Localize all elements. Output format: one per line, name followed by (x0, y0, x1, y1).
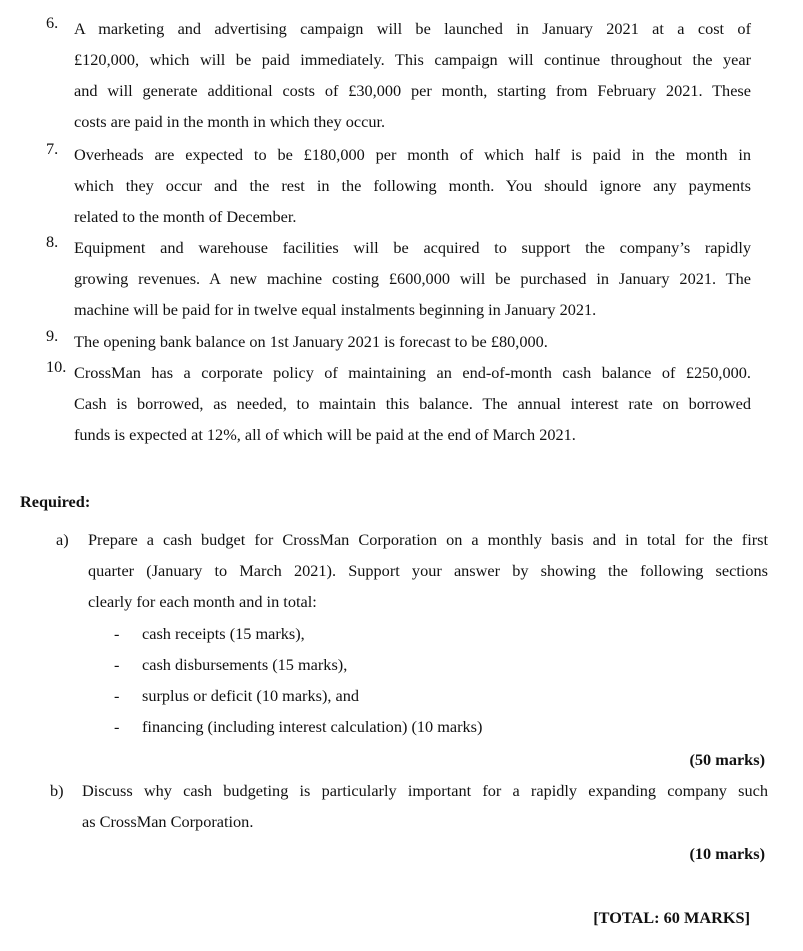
item-text-line: CrossMan has a corporate policy of maintaining an end-of-month cash balance of £250,000. (74, 363, 751, 382)
bullet-text: surplus or deficit (10 marks), and (142, 686, 360, 705)
bullet-item (114, 711, 482, 742)
part-b-label: b) (50, 781, 64, 800)
item-text-line: machine will be paid for in twelve equal instalments beginning in January 2021. (74, 300, 597, 319)
part-a-text-line: Prepare a cash budget for CrossMan Corporation on a monthly basis and in total for the first (88, 530, 768, 549)
item-text-line: which they occur and the rest in the following month. You should ignore any payments (74, 176, 751, 195)
required-heading: Required: (20, 492, 91, 511)
item-number: 7. (46, 139, 59, 158)
bullet-text: cash receipts (15 marks), (142, 624, 305, 643)
item-number: 8. (46, 232, 59, 251)
item-number: 10. (46, 357, 67, 376)
part-b-marks: (10 marks) (689, 844, 765, 863)
bullet-dash: - (114, 624, 120, 643)
bullet-item (114, 618, 305, 649)
part-a-label: a) (56, 530, 69, 549)
item-text-line: £120,000, which will be paid immediately. This campaign will continue throughout the year (74, 50, 751, 69)
item-text-line: and will generate additional costs of £30,000 per month, starting from February 2021. These (74, 81, 751, 100)
part-b-text-line: as CrossMan Corporation. (82, 812, 254, 831)
item-text-line: A marketing and advertising campaign will be launched in January 2021 at a cost of (74, 19, 751, 38)
total-marks: [TOTAL: 60 MARKS] (593, 908, 750, 927)
item-text-line: Cash is borrowed, as needed, to maintain this balance. The annual interest rate on borrowed (74, 394, 751, 413)
item-text-line: costs are paid in the month in which they occur. (74, 112, 386, 131)
item-number: 9. (46, 326, 59, 345)
item-text-line: The opening bank balance on 1st January 2021 is forecast to be £80,000. (74, 332, 548, 351)
part-a-text-line: clearly for each month and in total: (88, 592, 317, 611)
item-text-line: Equipment and warehouse facilities will be acquired to support the company’s rapidly (74, 238, 751, 257)
bullet-dash: - (114, 686, 120, 705)
bullet-item (114, 680, 359, 711)
bullet-text: cash disbursements (15 marks), (142, 655, 348, 674)
part-a-text-line: quarter (January to March 2021). Support your answer by showing the following sections (88, 561, 768, 580)
part-b-text-line: Discuss why cash budgeting is particularly important for a rapidly expanding company such (82, 781, 768, 800)
item-text-line: Overheads are expected to be £180,000 per month of which half is paid in the month in (74, 145, 751, 164)
item-text-line: funds is expected at 12%, all of which will be paid at the end of March 2021. (74, 425, 576, 444)
part-a-marks: (50 marks) (689, 750, 765, 769)
bullet-dash: - (114, 655, 120, 674)
bullet-dash: - (114, 717, 120, 736)
item-number: 6. (46, 13, 59, 32)
item-text-line: growing revenues. A new machine costing £600,000 will be purchased in January 2021. The (74, 269, 751, 288)
bullet-text: financing (including interest calculation) (10 marks) (142, 717, 483, 736)
bullet-item (114, 649, 347, 680)
item-text-line: related to the month of December. (74, 207, 297, 226)
